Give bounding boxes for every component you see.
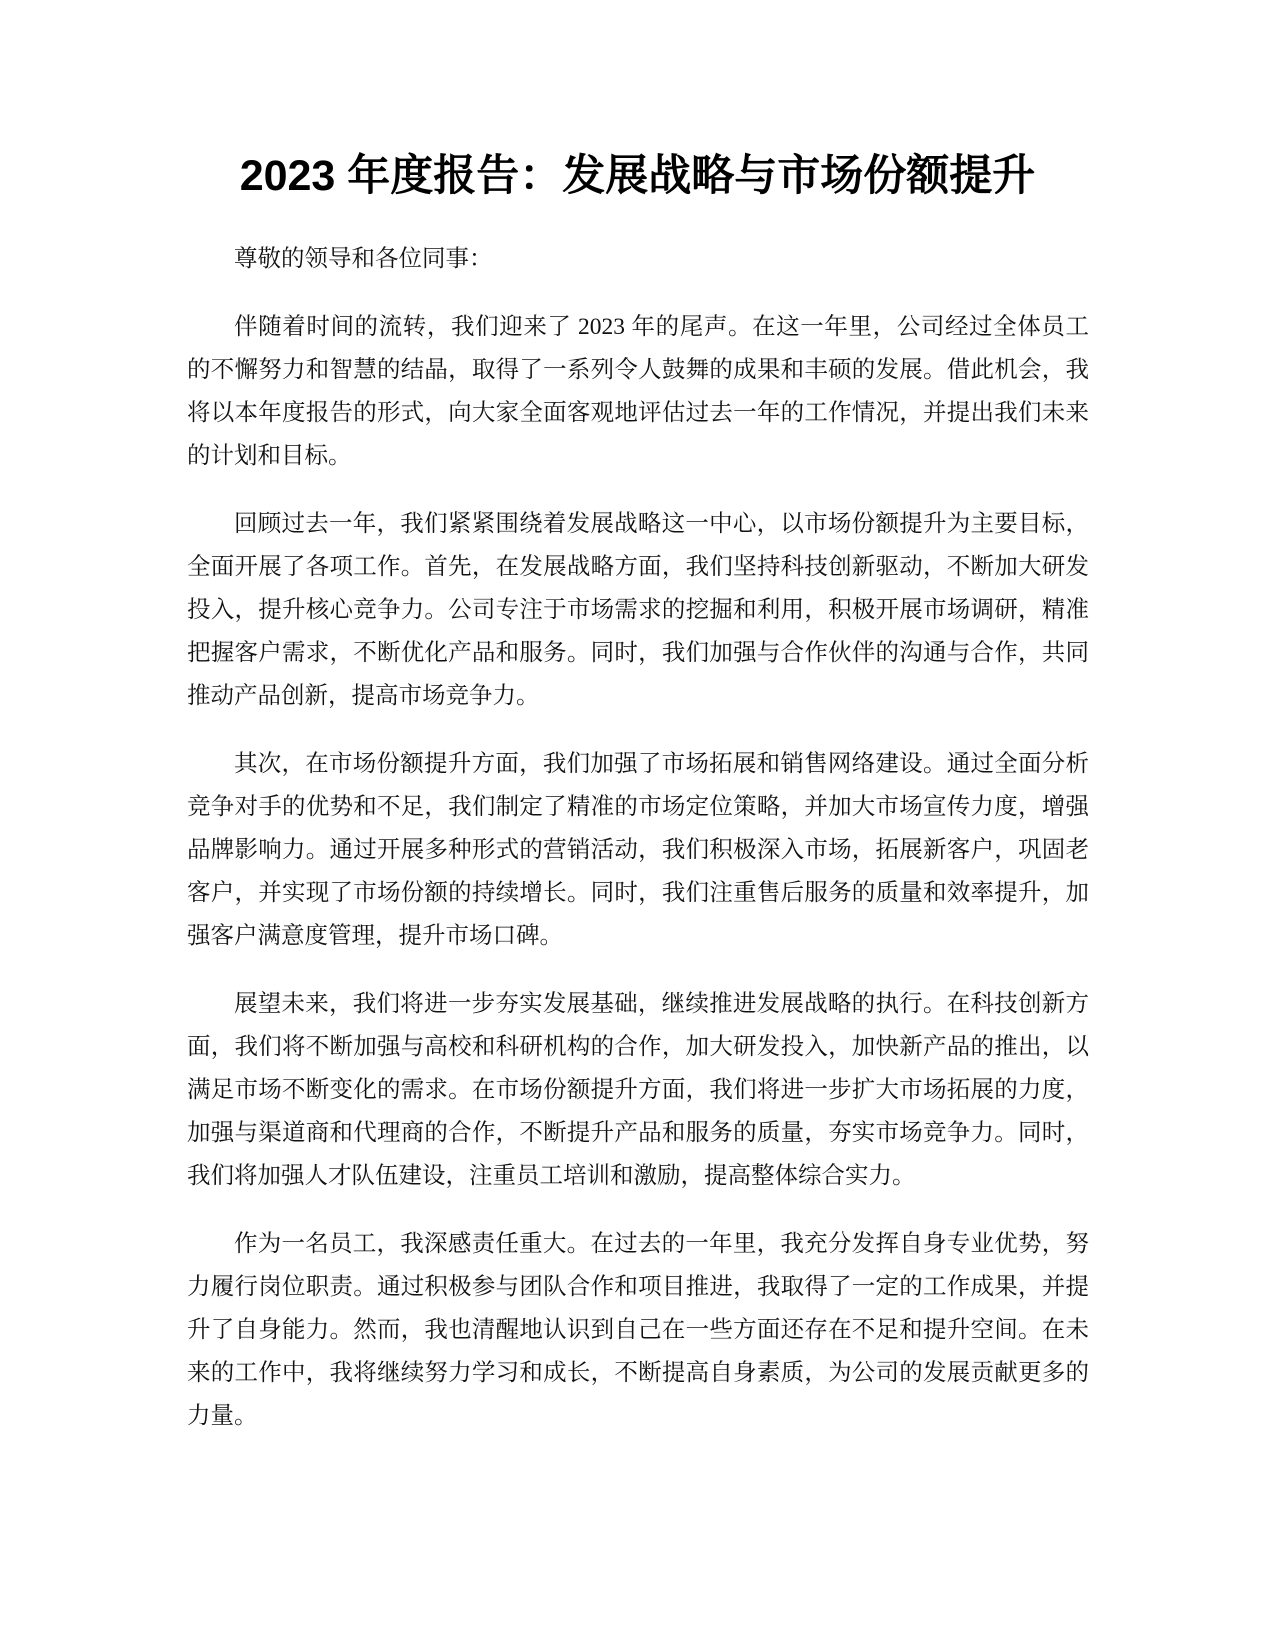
paragraph-outlook: 展望未来，我们将进一步夯实发展基础，继续推进发展战略的执行。在科技创新方面，我们将不断加强与高校和科研机构的合作，加大研发投入，加快新产品的推出，以满足市场不断变化的需求。在市场份额提升方面，我们将进一步扩大市场拓展的力度，加强与渠道商和代理商的合作，不断提升产品和服务的质量，夯实市场竞争力。同时，我们将加强人才队伍建设，注重员工培训和激励，提高整体综合实力。 <box>187 991 1089 1189</box>
document-title: 2023 年度报告：发展战略与市场份额提升 <box>239 152 1036 200</box>
salutation: 尊敬的领导和各位同事： <box>234 246 493 272</box>
document-body <box>187 238 1089 1463</box>
paragraph-intro: 伴随着时间的流转，我们迎来了 2023 年的尾声。在这一年里，公司经过全体员工的不懈努力和智慧的结晶，取得了一系列令人鼓舞的成果和丰硕的发展。借此机会，我将以本年度报告的形式，向大家全面客观地评估过去一年的工作情况，并提出我们未来的计划和目标。 <box>187 314 1089 469</box>
paragraph-personal: 作为一名员工，我深感责任重大。在过去的一年里，我充分发挥自身专业优势，努力履行岗位职责。通过积极参与团队合作和项目推进，我取得了一定的工作成果，并提升了自身能力。然而，我也清醒地认识到自己在一些方面还存在不足和提升空间。在未来的工作中，我将继续努力学习和成长，不断提高自身素质，为公司的发展贡献更多的力量。 <box>187 1231 1089 1429</box>
paragraph-market-share: 其次，在市场份额提升方面，我们加强了市场拓展和销售网络建设。通过全面分析竞争对手的优势和不足，我们制定了精准的市场定位策略，并加大市场宣传力度，增强品牌影响力。通过开展多种形式的营销活动，我们积极深入市场，拓展新客户，巩固老客户，并实现了市场份额的持续增长。同时，我们注重售后服务的质量和效率提升，加强客户满意度管理，提升市场口碑。 <box>187 751 1089 949</box>
paragraph-review: 回顾过去一年，我们紧紧围绕着发展战略这一中心，以市场份额提升为主要目标，全面开展了各项工作。首先，在发展战略方面，我们坚持科技创新驱动，不断加大研发投入，提升核心竞争力。公司专注于市场需求的挖掘和利用，积极开展市场调研，精准把握客户需求，不断优化产品和服务。同时，我们加强与合作伙伴的沟通与合作，共同推动产品创新，提高市场竞争力。 <box>187 511 1089 709</box>
